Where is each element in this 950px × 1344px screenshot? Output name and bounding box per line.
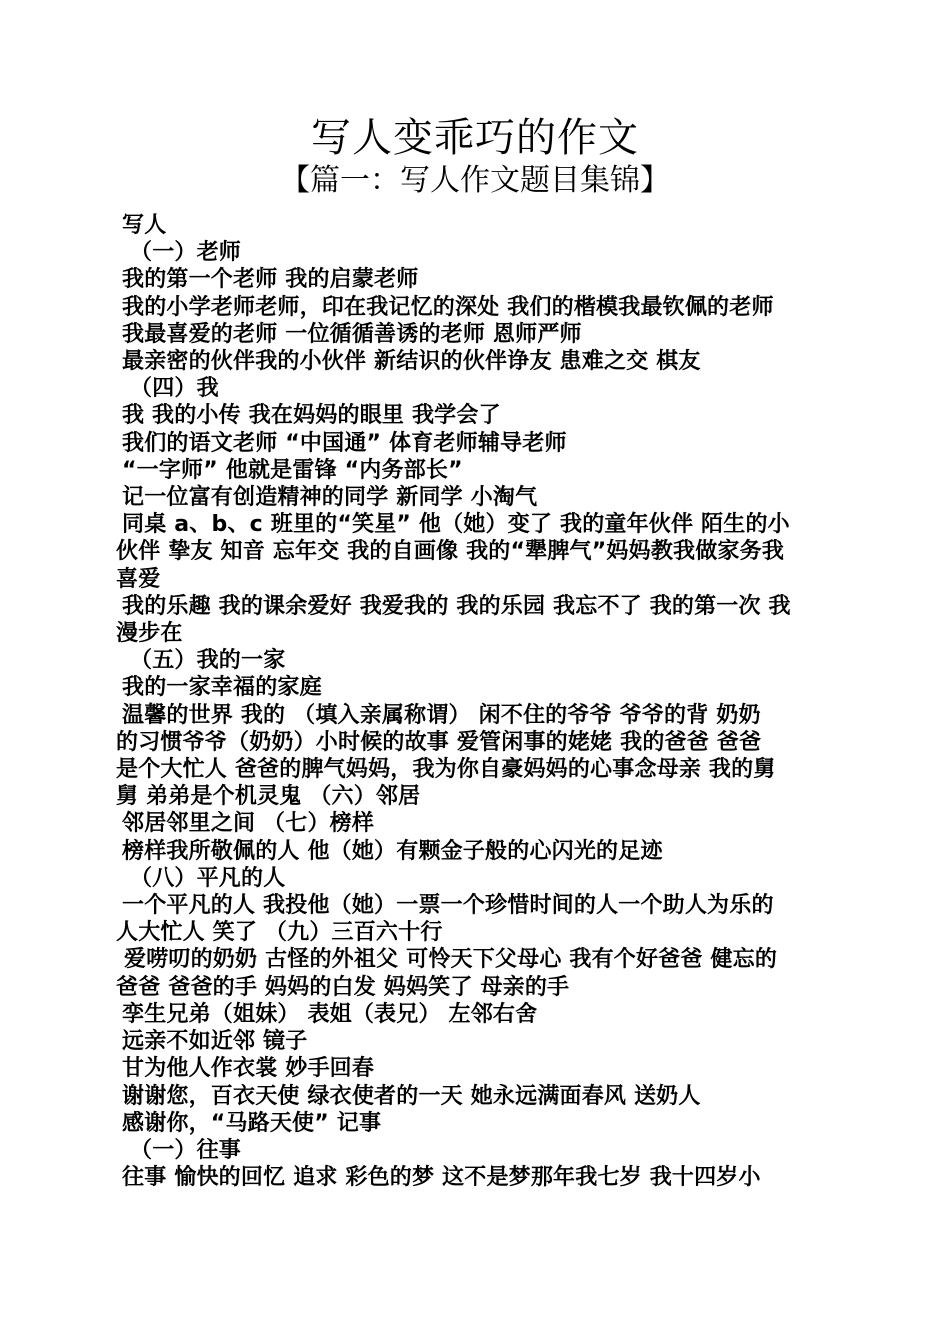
text-line: 最亲密的伙伴我的小伙伴 新结识的伙伴诤友 患难之交 棋友 — [122, 349, 701, 375]
text-line: 我的第一个老师 我的启蒙老师 — [122, 267, 419, 293]
text-line: 是个大忙人 爸爸的脾气妈妈，我为你自豪妈妈的心事念母亲 我的舅 — [116, 757, 776, 783]
text-line: 人大忙人 笑了 （九）三百六十行 — [116, 920, 443, 946]
text-line: 往事 愉快的回忆 追求 彩色的梦 这不是梦那年我七岁 我十四岁小 — [122, 1165, 761, 1191]
text-line: 记一位富有创造精神的同学 新同学 小淘气 — [122, 485, 538, 511]
text-line: 甘为他人作衣裳 妙手回春 — [122, 1056, 375, 1082]
text-line: 远亲不如近邻 镜子 — [122, 1029, 308, 1055]
text-line: 舅 弟弟是个机灵鬼 （六）邻居 — [116, 784, 421, 810]
text-line: 伙伴 挚友 知音 忘年交 我的自画像 我的“犟脾气”妈妈教我做家务我 — [116, 539, 785, 565]
section-heading: （五）我的一家 — [130, 648, 286, 674]
text-line: 我最喜爱的老师 一位循循善诱的老师 恩师严师 — [122, 321, 582, 347]
text-line: 我的小学老师老师，印在我记忆的深处 我们的楷模我最钦佩的老师 — [122, 294, 774, 320]
text-line: 感谢你，“马路天使” 记事 — [122, 1110, 382, 1136]
text-line: 我的一家幸福的家庭 — [122, 675, 322, 701]
document-subtitle: 【篇一：写人作文题目集锦】 — [280, 163, 670, 198]
text-line: “一字师” 他就是雷锋 “内务部长” — [122, 457, 463, 483]
text-line: 漫步在 — [116, 621, 183, 647]
text-line: 的习惯爷爷（奶奶）小时候的故事 爱管闲事的姥姥 我的爸爸 爸爸 — [116, 729, 762, 755]
text-line: 邻居邻里之间 （七）榜样 — [122, 811, 375, 837]
text-line: 榜样我所敬佩的人 他（她）有颗金子般的心闪光的足迹 — [122, 838, 663, 864]
text-line: 孪生兄弟（姐妹） 表姐（表兄） 左邻右舍 — [122, 1001, 538, 1027]
section-heading: （八）平凡的人 — [130, 865, 286, 891]
text-line: 我的乐趣 我的课余爱好 我爱我的 我的乐园 我忘不了 我的第一次 我 — [122, 593, 791, 619]
text-line: 爸爸 爸爸的手 妈妈的白发 妈妈笑了 母亲的手 — [116, 974, 570, 1000]
text-line: 我 我的小传 我在妈妈的眼里 我学会了 — [122, 403, 501, 429]
text-line: 一个平凡的人 我投他（她）一票一个珍惜时间的人一个助人为乐的 — [122, 893, 774, 919]
text-line: 喜爱 — [116, 566, 161, 592]
text-line: 谢谢您，百衣天使 绿衣使者的一天 她永远满面春风 送奶人 — [122, 1083, 701, 1109]
document-body — [116, 212, 836, 1191]
document-title: 写人变乖巧的作文 — [311, 115, 639, 161]
text-line: 爱唠叨的奶奶 古怪的外祖父 可怜天下父母心 我有个好爸爸 健忘的 — [124, 947, 778, 973]
text-line: 我们的语文老师 “中国通” 体育老师辅导老师 — [122, 430, 567, 456]
text-line: 写人 — [122, 213, 167, 238]
section-heading: （一）往事 — [130, 1137, 242, 1163]
text-line: 同桌 a、b、c 班里的“笑星” 他（她）变了 我的童年伙伴 陌生的小 — [122, 512, 790, 538]
text-line: 温馨的世界 我的 （填入亲属称谓） 闲不住的爷爷 爷爷的背 奶奶 — [122, 702, 761, 728]
section-heading: （四）我 — [130, 376, 219, 402]
section-heading: （一）老师 — [130, 240, 242, 266]
